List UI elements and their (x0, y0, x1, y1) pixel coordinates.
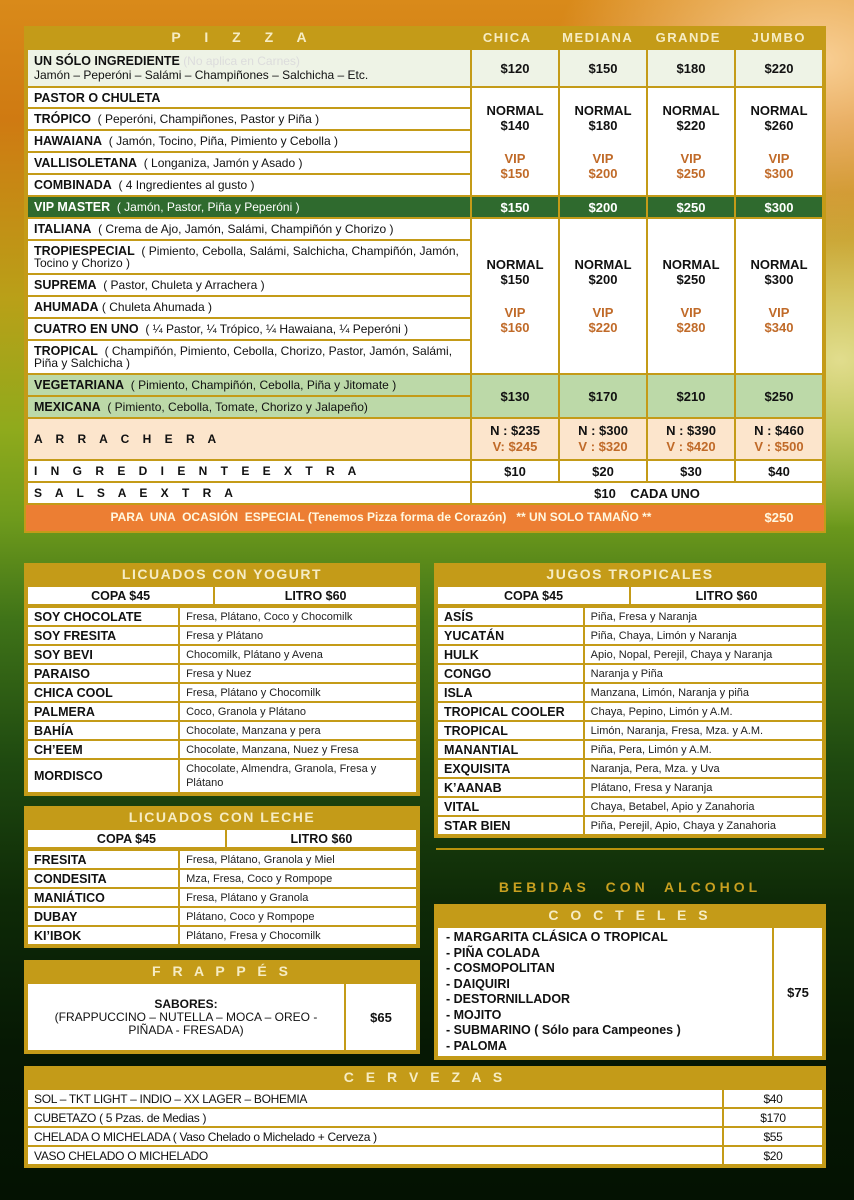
frappes-flavors: (FRAPPUCCINO – NUTELLA – MOCA – OREO - PIÑADA - FRESADA) (54, 1009, 318, 1037)
list-item (27, 926, 417, 945)
pizza-single-name-cell (27, 49, 471, 87)
cerveza-row (27, 1089, 823, 1108)
group2-price-grande (647, 218, 735, 374)
cerveza-name: SOL – TKT LIGHT – INDIO – XX LAGER – BOHEMIA (27, 1089, 723, 1108)
vip-label: VIP (680, 305, 702, 320)
copa-price: COPA $45 (437, 586, 630, 605)
price-cell: $40 (735, 460, 823, 482)
divider-line (436, 848, 824, 850)
item-name: YUCATÁN (437, 626, 584, 645)
price-cell: $250 (647, 196, 735, 218)
cerveza-price: $170 (723, 1108, 823, 1127)
pizza-item-desc: ( Pimiento, Champiñón, Cebolla, Piña y Jitomate ) (130, 378, 397, 392)
group1-price-chica (471, 87, 559, 196)
normal-price: $250 (676, 272, 706, 287)
list-item (437, 721, 823, 740)
pizza-item-name: AHUMADA (34, 300, 99, 314)
pizza-row (27, 374, 823, 396)
price-cell: $20 (559, 460, 647, 482)
pizza-item (27, 374, 471, 396)
normal-price: $140 (500, 117, 530, 133)
coctel-item: - MARGARITA CLÁSICA O TROPICAL (446, 930, 668, 944)
frappes-section (24, 960, 420, 1054)
item-name: DUBAY (27, 907, 179, 926)
size-chica: CHICA (482, 29, 532, 45)
jugos-items (436, 606, 824, 836)
vip-price: $280 (676, 320, 706, 335)
pizza-item (27, 396, 471, 418)
litro-price: LITRO $60 (226, 829, 417, 848)
pizza-section (24, 26, 826, 533)
list-item (437, 740, 823, 759)
cervezas-section (24, 1066, 826, 1168)
extra-ingredient-name: I N G R E D I E N T E E X T R A (27, 460, 471, 482)
normal-label: NORMAL (750, 102, 808, 118)
price-cell: $120 (471, 49, 559, 87)
pizza-item-name: TRÓPICO (34, 112, 91, 126)
pizza-item-desc: ( Jamón, Pastor, Piña y Peperóni ) (116, 200, 300, 214)
pizza-single-desc: Jamón – Peperóni – Salámi – Champiñones – Salchicha – Etc. (34, 68, 369, 82)
pizza-row-vip-master (27, 196, 823, 218)
list-item (27, 850, 417, 869)
vip-price: $340 (764, 320, 794, 335)
item-desc: Fresa, Plátano, Granola y Miel (179, 850, 417, 869)
pizza-item (27, 108, 471, 130)
arrachera-price-grande (647, 418, 735, 460)
pizza-row-special (27, 504, 823, 530)
pizza-item-name: COMBINADA (34, 178, 112, 192)
pizza-item-desc: ( Champiñón, Pimiento, Cebolla, Chorizo, Pastor, Jamón, Salámi, Piña y Salchicha ) (34, 344, 453, 370)
vip-label: VIP (680, 150, 702, 166)
size-row (437, 586, 823, 605)
alcohol-title: BEBIDAS CON ALCOHOL (498, 879, 762, 895)
pizza-row (27, 218, 823, 240)
item-desc: Chaya, Pepino, Limón y A.M. (584, 702, 823, 721)
leche-items (26, 849, 418, 946)
pizza-single-name: UN SÓLO INGREDIENTE (34, 54, 180, 68)
pizza-table (26, 48, 824, 531)
extra-sauce-price: $10 CADA UNO (471, 482, 823, 504)
normal-price: $150 (500, 272, 530, 287)
item-name: K’AANAB (437, 778, 584, 797)
jugos-size-table (436, 585, 824, 606)
pizza-row-arrachera (27, 418, 823, 460)
vip-price: V : $320 (578, 439, 628, 454)
arrachera-price-mediana (559, 418, 647, 460)
list-item (437, 645, 823, 664)
section-title: C E R V E Z A S (343, 1069, 507, 1085)
coctel-item: - DESTORNILLADOR (446, 992, 571, 1006)
vip-label: VIP (768, 150, 790, 166)
cerveza-row (27, 1127, 823, 1146)
pizza-item-name: VEGETARIANA (34, 378, 125, 392)
pizza-item-name: TROPIESPECIAL (34, 244, 135, 258)
arrachera-name: A R R A C H E R A (27, 418, 471, 460)
extra-sauce-name: S A L S A E X T R A (27, 482, 471, 504)
coctel-item: - DAIQUIRI (446, 976, 510, 991)
price-cell: $300 (735, 196, 823, 218)
group2-price-mediana (559, 218, 647, 374)
list-item (27, 740, 417, 759)
normal-price: $260 (764, 117, 794, 133)
group2-price-jumbo (735, 218, 823, 374)
item-name: HULK (437, 645, 584, 664)
price-cell: $180 (647, 49, 735, 87)
item-name: EXQUISITA (437, 759, 584, 778)
normal-price: $300 (764, 272, 794, 287)
normal-price: N : $390 (666, 423, 716, 438)
vip-price: V : $500 (754, 439, 804, 454)
pizza-row-extra-sauce (27, 482, 823, 504)
vip-label: VIP (592, 150, 614, 166)
pizza-item-name: VIP MASTER (34, 200, 111, 214)
normal-label: NORMAL (486, 257, 544, 272)
pizza-row (27, 87, 823, 108)
vip-master-item (27, 196, 471, 218)
pizza-row-single (27, 49, 823, 87)
size-row (27, 829, 417, 848)
special-text: PARA UNA OCASIÓN ESPECIAL (Tenemos Pizza forma de Corazón) ** UN SOLO TAMAÑO ** (27, 504, 735, 530)
copa-price: COPA $45 (27, 586, 214, 605)
item-name: PARAISO (27, 664, 179, 683)
vip-price: $160 (500, 320, 530, 335)
item-desc: Chocolate, Almendra, Granola, Fresa y Plátano (179, 759, 417, 793)
arrachera-price-chica (471, 418, 559, 460)
cocteles-list-cell (437, 927, 773, 1057)
item-desc: Chocolate, Manzana y pera (179, 721, 417, 740)
normal-price: N : $235 (490, 423, 540, 438)
normal-label: NORMAL (574, 102, 632, 118)
list-item (437, 683, 823, 702)
list-item (27, 721, 417, 740)
cerveza-row (27, 1146, 823, 1165)
item-desc: Fresa y Nuez (179, 664, 417, 683)
group1-price-mediana (559, 87, 647, 196)
vip-price: $200 (588, 165, 618, 181)
litro-price: LITRO $60 (214, 586, 417, 605)
cocteles-table (436, 926, 824, 1058)
vip-label: VIP (504, 305, 526, 320)
item-name: STAR BIEN (437, 816, 584, 835)
jugos-tropicales-section (434, 563, 826, 838)
frappes-table (26, 982, 418, 1052)
pizza-item (27, 340, 471, 374)
item-name: PALMERA (27, 702, 179, 721)
size-mediana: MEDIANA (562, 29, 634, 45)
section-title: LICUADOS CON YOGURT (121, 566, 323, 582)
item-desc: Plátano, Coco y Rompope (179, 907, 417, 926)
item-name: MORDISCO (27, 759, 179, 793)
licuados-yogurt-items (26, 606, 418, 794)
section-title: C O C T E L E S (548, 907, 712, 923)
vip-label: VIP (504, 150, 526, 166)
pizza-single-note: (No aplica en Carnes) (183, 54, 300, 68)
licuados-yogurt-table (26, 585, 418, 606)
group1-price-jumbo (735, 87, 823, 196)
item-desc: Chocolate, Manzana, Nuez y Fresa (179, 740, 417, 759)
cocteles-section (434, 904, 826, 1060)
special-price: $250 (735, 504, 823, 530)
price-cell: $130 (471, 374, 559, 418)
pizza-item-name: CUATRO EN UNO (34, 322, 139, 336)
price-cell: $10 (471, 460, 559, 482)
coctel-item: - COSMOPOLITAN (446, 961, 555, 975)
list-item (437, 664, 823, 683)
pizza-item-name: ITALIANA (34, 222, 92, 236)
pizza-item (27, 274, 471, 296)
size-jumbo: JUMBO (751, 29, 806, 45)
item-name: SOY CHOCOLATE (27, 607, 179, 626)
item-name: VITAL (437, 797, 584, 816)
item-name: ISLA (437, 683, 584, 702)
item-desc: Mza, Fresa, Coco y Rompope (179, 869, 417, 888)
arrachera-price-jumbo (735, 418, 823, 460)
price-cell: $250 (735, 374, 823, 418)
item-desc: Coco, Granola y Plátano (179, 702, 417, 721)
pizza-item (27, 87, 471, 108)
pizza-item-name: TROPICAL (34, 344, 98, 358)
section-title: JUGOS TROPICALES (546, 566, 714, 582)
pizza-item-name: MEXICANA (34, 400, 101, 414)
normal-price: N : $460 (754, 423, 804, 438)
cerveza-name: CUBETAZO ( 5 Pzas. de Medias ) (27, 1108, 723, 1127)
item-name: TROPICAL COOLER (437, 702, 584, 721)
pizza-item-desc: ( Pastor, Chuleta y Arrachera ) (103, 278, 265, 292)
list-item (27, 907, 417, 926)
list-item (437, 702, 823, 721)
size-grande: GRANDE (655, 29, 721, 45)
coctel-item: - PALOMA (446, 1038, 507, 1053)
coctel-item: - SUBMARINO ( Sólo para Campeones ) (446, 1023, 681, 1037)
vip-label: VIP (768, 305, 790, 320)
list-item (27, 683, 417, 702)
pizza-item-desc: ( Pimiento, Cebolla, Tomate, Chorizo y Jalapeño) (107, 400, 368, 414)
normal-price: $200 (588, 272, 618, 287)
coctel-item: - MOJITO (446, 1007, 502, 1022)
normal-price: $180 (588, 117, 618, 133)
item-desc: Naranja y Piña (584, 664, 823, 683)
item-desc: Piña, Fresa y Naranja (584, 607, 823, 626)
pizza-item (27, 318, 471, 340)
normal-label: NORMAL (486, 102, 544, 118)
list-item (27, 664, 417, 683)
licuados-leche-section (24, 806, 420, 948)
list-item (27, 607, 417, 626)
price-cell: $150 (471, 196, 559, 218)
pizza-item-desc: ( 4 Ingredientes al gusto ) (118, 178, 255, 192)
price-cell: $210 (647, 374, 735, 418)
cocteles-price: $75 (773, 927, 823, 1057)
price-cell: $150 (559, 49, 647, 87)
pizza-item-desc: ( Crema de Ajo, Jamón, Salámi, Champiñón y Chorizo ) (98, 222, 394, 236)
coctel-item: - PIÑA COLADA (446, 945, 540, 960)
list-item (27, 702, 417, 721)
pizza-header (26, 26, 824, 48)
item-desc: Fresa, Plátano y Granola (179, 888, 417, 907)
item-name: KI’IBOK (27, 926, 179, 945)
item-name: BAHÍA (27, 721, 179, 740)
cerveza-name: VASO CHELADO O MICHELADO (27, 1146, 723, 1165)
item-name: CH’EEM (27, 740, 179, 759)
normal-label: NORMAL (662, 257, 720, 272)
item-desc: Manzana, Limón, Naranja y piña (584, 683, 823, 702)
list-item (437, 759, 823, 778)
item-name: TROPICAL (437, 721, 584, 740)
list-item (27, 888, 417, 907)
pizza-item-name: PASTOR O CHULETA (34, 90, 161, 105)
vip-price: V : $420 (666, 439, 716, 454)
list-item (437, 607, 823, 626)
vip-price: $150 (500, 165, 530, 181)
list-item (27, 869, 417, 888)
group2-price-chica (471, 218, 559, 374)
frappes-flavors-cell (27, 983, 345, 1051)
pizza-title: P I Z Z A (171, 29, 317, 45)
cerveza-price: $55 (723, 1127, 823, 1146)
normal-price: $220 (676, 117, 706, 133)
pizza-item-desc: ( Peperóni, Champiñones, Pastor y Piña ) (97, 112, 320, 126)
pizza-item (27, 218, 471, 240)
item-name: FRESITA (27, 850, 179, 869)
pizza-item (27, 152, 471, 174)
pizza-item-name: SUPREMA (34, 278, 97, 292)
vip-price: $300 (764, 165, 794, 181)
pizza-item-desc: ( Chuleta Ahumada ) (101, 300, 212, 314)
list-item (27, 626, 417, 645)
item-desc: Naranja, Pera, Mza. y Uva (584, 759, 823, 778)
pizza-item (27, 240, 471, 274)
cerveza-row (27, 1108, 823, 1127)
normal-label: NORMAL (750, 257, 808, 272)
item-name: CHICA COOL (27, 683, 179, 702)
leche-size-table (26, 828, 418, 849)
pizza-item (27, 296, 471, 318)
vip-price: $250 (676, 165, 706, 181)
item-name: SOY BEVI (27, 645, 179, 664)
item-name: SOY FRESITA (27, 626, 179, 645)
frappes-label: SABORES: (154, 996, 218, 1011)
list-item (437, 778, 823, 797)
item-desc: Chocomilk, Plátano y Avena (179, 645, 417, 664)
item-desc: Piña, Perejil, Apio, Chaya y Zanahoria (584, 816, 823, 835)
normal-label: NORMAL (574, 257, 632, 272)
litro-price: LITRO $60 (630, 586, 823, 605)
item-desc: Apio, Nopal, Perejil, Chaya y Naranja (584, 645, 823, 664)
list-item (27, 759, 417, 793)
normal-label: NORMAL (662, 102, 720, 118)
section-title: LICUADOS CON LECHE (128, 809, 316, 825)
group1-price-grande (647, 87, 735, 196)
item-desc: Fresa, Plátano y Chocomilk (179, 683, 417, 702)
vip-price: V: $245 (492, 439, 538, 454)
pizza-item-name: HAWAIANA (34, 134, 103, 148)
licuados-yogurt-section (24, 563, 420, 796)
copa-price: COPA $45 (27, 829, 226, 848)
price-cell: $30 (647, 460, 735, 482)
size-row (27, 586, 417, 605)
pizza-row-extra-ingredient (27, 460, 823, 482)
item-desc: Chaya, Betabel, Apio y Zanahoria (584, 797, 823, 816)
pizza-item-name: VALLISOLETANA (34, 156, 138, 170)
price-cell: $200 (559, 196, 647, 218)
vip-label: VIP (592, 305, 614, 320)
cerveza-price: $40 (723, 1089, 823, 1108)
normal-price: N : $300 (578, 423, 628, 438)
pizza-item-desc: ( ¼ Pastor, ¼ Trópico, ¼ Hawaiana, ¼ Peperóni ) (145, 322, 409, 336)
pizza-item (27, 130, 471, 152)
item-desc: Fresa, Plátano, Coco y Chocomilk (179, 607, 417, 626)
item-desc: Piña, Pera, Limón y A.M. (584, 740, 823, 759)
list-item (437, 626, 823, 645)
item-desc: Fresa y Plátano (179, 626, 417, 645)
price-cell: $170 (559, 374, 647, 418)
item-name: ASÍS (437, 607, 584, 626)
cervezas-table (26, 1088, 824, 1166)
vip-price: $220 (588, 320, 618, 335)
item-name: CONDESITA (27, 869, 179, 888)
list-item (437, 797, 823, 816)
pizza-item-desc: ( Longaniza, Jamón y Asado ) (143, 156, 303, 170)
frappes-price: $65 (345, 983, 417, 1051)
cocteles-row (437, 927, 823, 1057)
pizza-item (27, 174, 471, 196)
cerveza-price: $20 (723, 1146, 823, 1165)
item-name: MANIÁTICO (27, 888, 179, 907)
list-item (27, 645, 417, 664)
list-item (437, 816, 823, 835)
item-desc: Plátano, Fresa y Naranja (584, 778, 823, 797)
pizza-item-desc: ( Pimiento, Cebolla, Salámi, Salchicha, Champiñón, Jamón, Tocino y Chorizo ) (34, 244, 459, 270)
item-desc: Plátano, Fresa y Chocomilk (179, 926, 417, 945)
pizza-item-desc: ( Jamón, Tocino, Piña, Pimiento y Cebolla ) (108, 134, 338, 148)
item-desc: Piña, Chaya, Limón y Naranja (584, 626, 823, 645)
cerveza-name: CHELADA O MICHELADA ( Vaso Chelado o Michelado + Cerveza ) (27, 1127, 723, 1146)
item-name: CONGO (437, 664, 584, 683)
frappes-row (27, 983, 417, 1051)
price-cell: $220 (735, 49, 823, 87)
item-name: MANANTIAL (437, 740, 584, 759)
section-title: F R A P P É S (152, 963, 292, 979)
item-desc: Limón, Naranja, Fresa, Mza. y A.M. (584, 721, 823, 740)
